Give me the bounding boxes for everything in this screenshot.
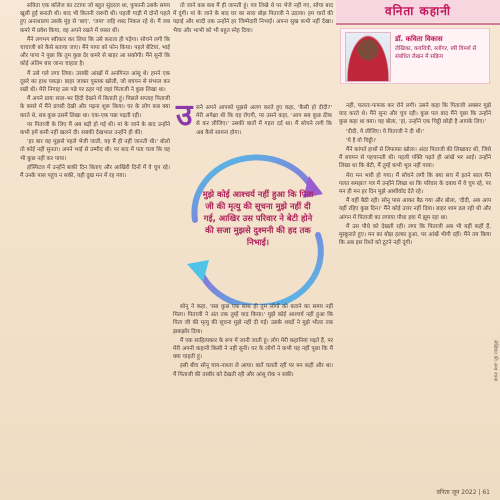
quote-text: मुझे कोई आश्चर्य नहीं हुआ कि पिता जी की मृत्यु की सूचना मुझे नहीं दी गई, आखिर उस परिवार ने बेटी होने की सजा मुझसे दुश्मनी की हद तक निभाई। [202,189,314,247]
paragraph: सोनू ने कहा, 'सब कुछ एक साथ ही तुम लोगों को बताने का समय नहीं मिला। पिताजी ने अंत तक तुम्हें याद किया।' मुझे कोई आश्चर्य नहीं हुआ कि पिता जी की मृत्यु की सूचना मुझे नहीं दी गई। उसके शब्दों ने मुझे भीतर तक झकझोर दिया। [173,304,333,335]
paragraph: इसी बीच सोनू चाय-नाश्ता ले आया। बातें चलती रहीं पर मन कहीं और था। मैं पिताजी की तस्वीर को देखती रही और आंसू रोक न सकी। [173,363,333,378]
paragraph: मैं उस पौधे को देखती रही। लगा कि पिताजी अब भी यहीं कहीं हैं, मुस्कुराते हुए। मन का बोझ हल्का हुआ, पर आंखें भीगी रहीं। मैंने तय किया कि अब इस रिश्ते को टूटने नहीं दूंगी। [339,223,491,247]
paragraph: मैं एक साहित्यकार के रूप में जानी जाती हूं। लोग मेरी कहानियां पढ़ते हैं, पर मेरी अपनी कहानी किसी ने नहीं सुनी। घर के लोगों ने कभी यह नहीं पूछा कि मैं क्या चाहती हूं। [173,337,333,361]
column-right [339,102,491,492]
paragraph: 'ये है वो चिट्ठी।' [346,137,377,144]
header-divider [336,23,500,25]
paragraph: मैं वहीं बैठी रही। सोनू पास आकर बैठ गया और बोला, 'दीदी, अब आप यहीं रहिए कुछ दिन।' मैंने कोई उत्तर नहीं दिया। बाहर शाम ढल रही थी और आंगन में पिताजी का लगाया पौधा हवा में झूम रहा था। [339,198,491,221]
section-header [336,0,500,22]
paragraph: सविता एक कॉलेज का टटापा जो बहुत सुंदरता था, फुफानी उसके समय खुली हुई बनाती थी। बाद भी कितनी जरूरी थी। पहली गाड़ी में दोनों पहले हुए अनाथालय उसके मुंह से 'बाए', 'जमा' जहि शब्द निकल रहे थे। मैं जब कमरे में प्रवेश किया, वह अपने रखने में व्यस्त थी। [20,3,170,34]
side-note: लेखिका की अन्य रचना [492,340,498,382]
paragraph: 'हर बार वह मुझसे पहले भेजी जाती, यह मैं ही नहीं जानती थी।' बोलो तो कोई नहीं सुनता। अपने भाई से उम्मीद थी। पर बाद में पता चला कि वह भी कुछ नहीं कर पाया। [20,139,170,162]
author-photo [345,32,391,82]
paragraph: सने अपने आपको मुझसे अलग करते हुए कहा, 'कैसी हो दीदी?' मेरी अपेक्षा थी कि वह रोएगी, पर उसने कहा, 'आप सब कुछ ठीक से कर लीजिए।' उसकी बातों में गहरा दर्द था। मैं सोचने लगी कि अब कैसे सामना होगा। [196,105,332,136]
author-name: डॉ. कविता विकास [395,35,443,43]
drop-cap: उ [176,98,193,133]
paragraph: 'दीदी, ये लीजिए। ये पिताजी ने दी थी।' [346,128,425,135]
paragraph: तो जाने कब कब मैं ही जानती हूं। पत्र लिखे थे पर भेजे नहीं गए, सोचा बाद में दूंगी। मां के जाने के बाद घर का सारा बोझ पिताजी ने उठाया। हम चारों की पढ़ाई और शादी तक उन्होंने हर जिम्मेदारी निभाई। अपना सुख कभी नहीं देखा। भैया और भाभी को भी बहुत स्नेह दिया। [173,3,333,34]
paragraph: मैंने कांपते हाथों से लिफाफा खोला। अंदर पिताजी की लिखावट थी, जिसे मैं बचपन से पहचानती थी। पहली पंक्ति पढ़ते ही आंखें भर आईं। उन्होंने लिखा था कि बेटी, मैं तुम्हें कभी भूल नहीं पाया। [339,147,491,170]
page-footer: वनिता जून 2022 | 61 [436,489,490,496]
paragraph: हॉस्पिटल में उन्होंने बाकी दिन बिताए और आखिरी दिनों में वे चुप रहे। मैं उनके पास पहुंच न सकी, यही दुख मन में रह गया। [20,164,170,180]
author-box [340,28,490,84]
pull-quote [173,150,338,305]
paragraph: मेरा मन भारी हो गया। मैं सोचने लगी कि क्या सच में इतने साल मैंने गलत समझा? पत्र में उन्होंने लिखा था कि परिवार के दबाव में वे चुप रहे, पर मन ही मन हर दिन मुझे आशीर्वाद देते रहे। [339,172,491,196]
paragraph: मैं अपने प्रायः साल-भर हिंदी देखने में बिताती हूं। पिछले सप्ताह पिताजी के कमरे में मैंने डायरी देखी और पढ़ना शुरू किया। घर के लोग कब क्या करते थे, सब कुछ उसमें लिखा था। एक-एक पन्ना पढ़ती रही। [20,96,170,119]
author-role: लेखिका, कवयित्री, ब्लॉगर, स्त्री विमर्श से संबंधित लेखन में सक्रिय [395,46,477,60]
paragraph: पर पिताजी के लिए मैं अब बड़ी हो गई थी। मां के जाने के बाद उन्होंने कभी हमें कमी नहीं खलने दी। सबकी देखभाल उन्होंने ही की। [20,121,170,137]
column-middle-top [173,2,333,102]
column-middle-bottom [173,303,333,493]
column-left [20,2,170,472]
paragraph: नहीं, फलतः-फफक कर रोने लगी। उसने कहा कि पिताजी अक्सर मुझे याद करते थे। मैंने सुना और चुप रही। कुछ पल बाद मैंने पूछा कि उन्होंने कुछ कहा था क्या। वह बोला, 'हां, उन्होंने एक चिट्ठी छोड़ी है आपके लिए।' [339,103,491,126]
column-middle-intro [196,104,332,150]
section-label: वनिता कहानी [384,4,452,18]
paragraph: मैं उसे गले लगा लिया। उसकी आंखों में अनगिनत आंसू थे। हमने एक दूसरे का हाथ पकड़ा। बाहर जाकर पुस्तक खोली, जो बचपन से संभाल कर रखी थी। मेरी निगाह उस पन्ने पर ठहर गई जहां पिताजी ने कुछ लिखा था। [20,70,170,94]
paragraph: मैंने लगभग स्वीकार कर लिया कि उसे कराता ही पड़ेगा। सोचने लगी कि चाचाजी को कैसे बताया जाए। मैंने पापा को फोन किया। पहले बेटियां, भाई और पापा ने पूछा कि तुम कुछ देर कमरे से बाहर आ सकोगी। मैंने सुनी कि कोई अंतिम बार जाना चाहता है। [20,36,170,68]
